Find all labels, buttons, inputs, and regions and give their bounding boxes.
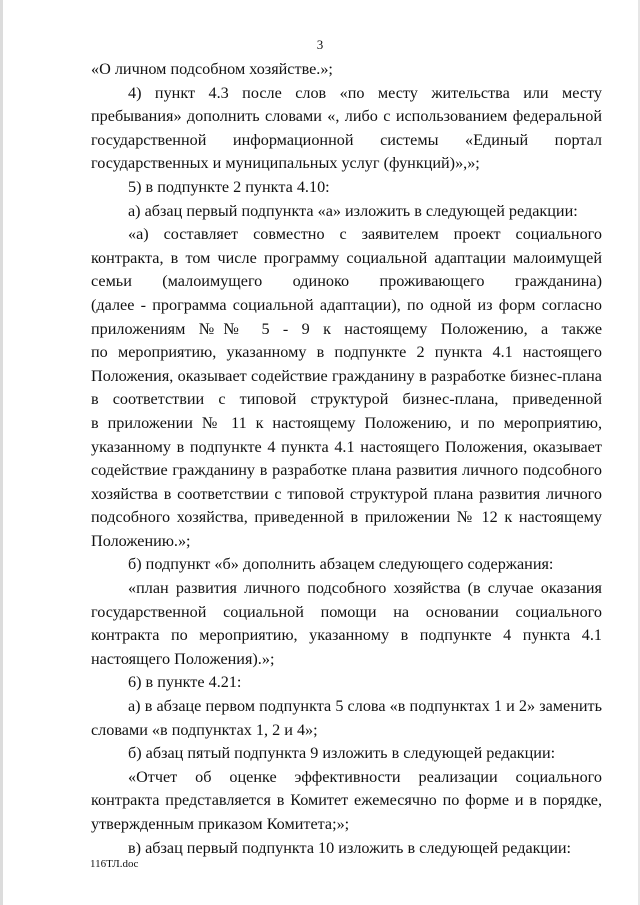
text-line: настоящего Положения).»;: [91, 649, 275, 668]
text-line: в приложении № 11 к настоящему Положению, и по мероприятию,: [91, 413, 602, 432]
text-line: государственных и муниципальных услуг (функций)»,»;: [91, 154, 480, 173]
text-line: а) в абзаце первом подпункта 5 слова «в подпунктах 1 и 2» заменить: [128, 697, 602, 716]
text-line: утвержденным приказом Комитета;»;: [91, 815, 350, 833]
text-line: в) абзац первый подпункта 10 изложить в следующей редакции:: [128, 838, 572, 857]
text-line: Положения, оказывает содействие гражданину в разработке бизнес-плана: [91, 366, 602, 385]
text-line: б) подпункт «б» дополнить абзацем следующего содержания:: [128, 555, 554, 574]
text-line: 4) пункт 4.3 после слов «по месту жительства или месту: [128, 83, 602, 102]
text-line: приложениям №№ 5 - 9 к настоящему Положению, а также: [91, 319, 602, 338]
text-line: в соответствии с типовой структурой бизнес-плана, приведенной: [91, 390, 602, 409]
text-line: указанному в подпункте 4 пункта 4.1 настоящего Положения, оказывает: [91, 437, 602, 456]
text-line: по мероприятию, указанному в подпункте 2 пункта 4.1 настоящего: [91, 343, 602, 362]
document-body: [91, 58, 602, 860]
text-line: государственной информационной системы «Единый портал: [91, 130, 602, 149]
text-line: контракта по мероприятию, указанному в подпункте 4 пункта 4.1: [91, 626, 602, 645]
page-number: 3: [316, 37, 324, 52]
text-line: семьи (малоимущего одиноко проживающего гражданина): [91, 272, 602, 291]
text-line: контракта представляется в Комитет ежемесячно по форме и в порядке,: [91, 791, 602, 810]
text-line: государственной социальной помощи на основании социального: [91, 602, 602, 621]
text-line: «О личном подсобном хозяйстве.»;: [91, 60, 333, 78]
text-line: словами «в подпунктах 1, 2 и 4»;: [91, 720, 318, 739]
text-line: подсобного хозяйства, приведенной в приложении № 12 к настоящему: [91, 508, 602, 527]
file-name-footer: 116ТЛ.doc: [90, 858, 139, 870]
text-line: содействие гражданину в разработке плана развития личного подсобного: [91, 461, 602, 480]
text-line: «план развития личного подсобного хозяйства (в случае оказания: [128, 579, 602, 598]
text-line: «Отчет об оценке эффективности реализации социального: [128, 767, 602, 786]
text-line: а) абзац первый подпункта «а» изложить в следующей редакции:: [128, 201, 578, 220]
text-line: Положению.»;: [91, 531, 191, 550]
text-line: «а) составляет совместно с заявителем проект социального: [128, 225, 602, 244]
text-line: хозяйства в соответствии с типовой структурой плана развития личного: [91, 484, 602, 503]
text-line: контракта, в том числе программу социальной адаптации малоимущей: [91, 248, 602, 267]
text-line: (далее - программа социальной адаптации), по одной из форм согласно: [91, 295, 602, 314]
scan-edge-left: [0, 0, 3, 905]
text-line: 5) в подпункте 2 пункта 4.10:: [128, 177, 330, 196]
text-line: 6) в пункте 4.21:: [128, 673, 242, 692]
text-line: пребывания» дополнить словами «, либо с использованием федеральной: [91, 107, 602, 126]
text-line: б) абзац пятый подпункта 9 изложить в следующей редакции:: [128, 744, 556, 763]
